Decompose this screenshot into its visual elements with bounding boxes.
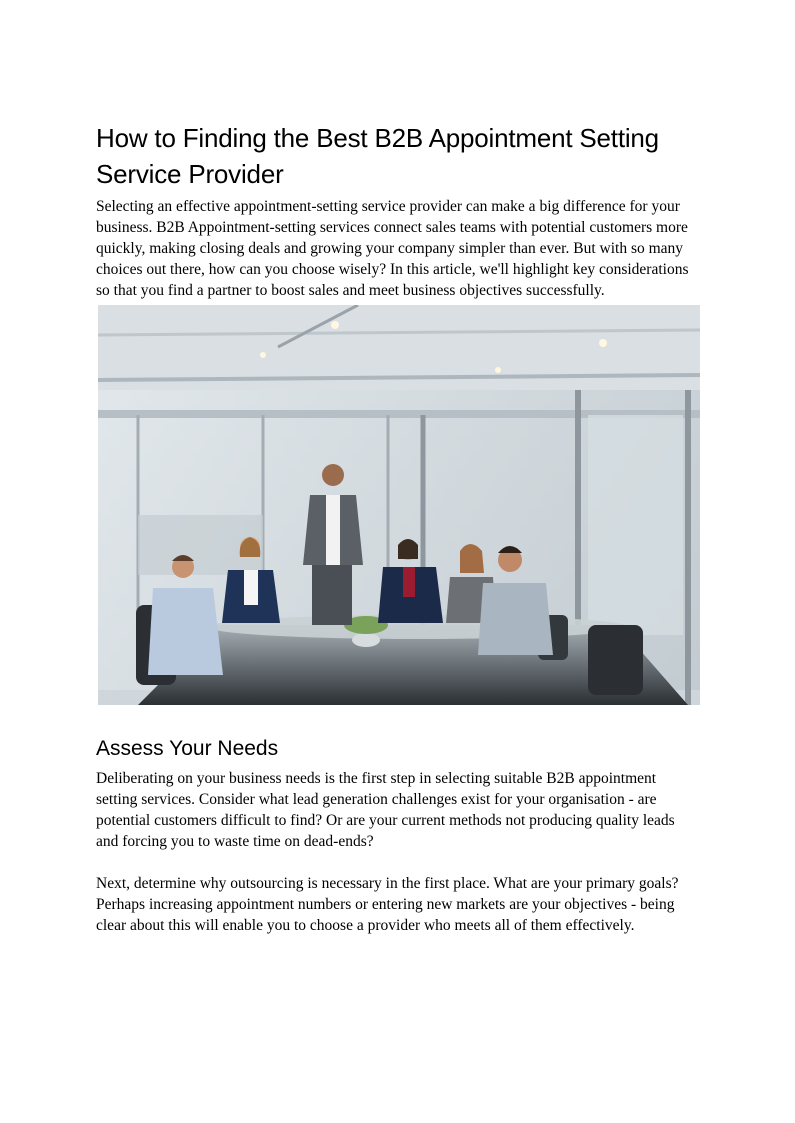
section-heading-assess-needs: Assess Your Needs xyxy=(96,737,279,760)
section-paragraph-2: Next, determine why outsourcing is necessary in the first place. What are your primary goals? Perhaps increasing appointment numbers or entering new markets are your objectives - being clear about this will enable you to choose a provider who meets all of them effectively. xyxy=(96,875,679,934)
page-title: How to Finding the Best B2B Appointment Setting Service Provider xyxy=(96,123,659,189)
section-paragraph-1: Deliberating on your business needs is the first step in selecting suitable B2B appointment setting services. Consider what lead generation challenges exist for your organisation - are potential customers difficult to find? Or are your current methods not producing quality leads and forcing you to waste time on dead-ends? xyxy=(96,770,675,850)
document-page xyxy=(96,120,700,936)
intro-paragraph: Selecting an effective appointment-setting service provider can make a big difference for your business. B2B Appointment-setting services connect sales teams with potential customers more quickly, making closing deals and growing your company simpler than ever. But with so many choices out there, how can you choose wisely? In this article, we'll highlight key considerations so that you find a partner to boost sales and meet business objectives successfully. xyxy=(96,198,689,299)
business-meeting-photo xyxy=(98,305,700,705)
